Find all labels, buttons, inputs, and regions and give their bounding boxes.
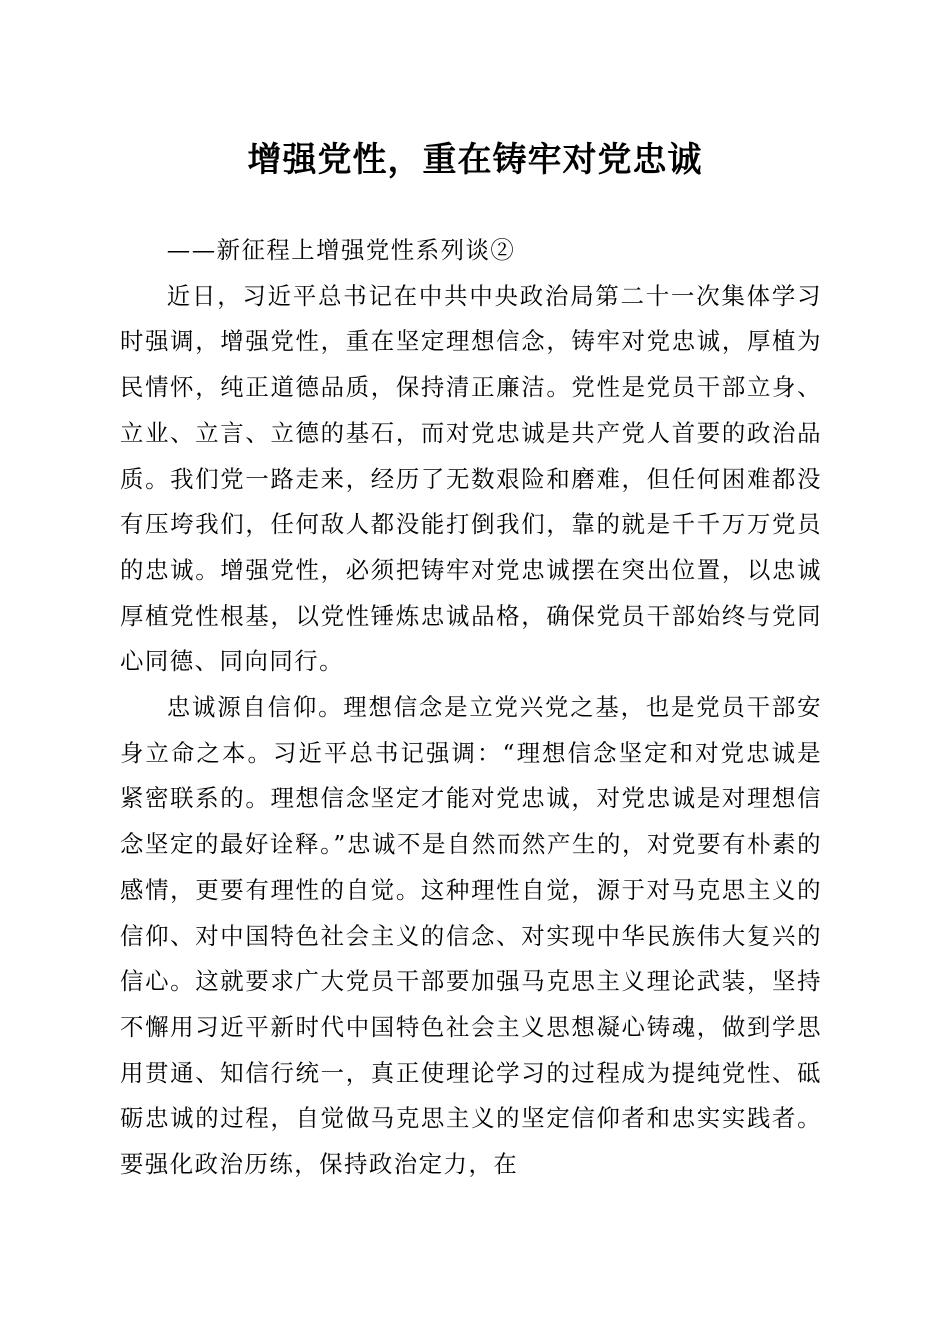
article-subtitle: ——新征程上增强党性系列谈② <box>166 236 516 264</box>
paragraph-1: 近日，习近平总书记在中共中央政治局第二十一次集体学习时强调，增强党性，重在坚定理想信念，铸牢对党忠诚，厚植为民情怀，纯正道德品质，保持清正廉洁。党性是党员干部立身、立业、立言、立德的基石，而对党忠诚是共产党人首要的政治品质。我们党一路走来，经历了无数艰险和磨难，但任何困难都没有压垮我们，任何敌人都没能打倒我们，靠的就是千千万万党员的忠诚。增强党性，必须把铸牢对党忠诚摆在突出位置，以忠诚厚植党性根基，以党性锤炼忠诚品格，确保党员干部始终与党同心同德、同向同行。 <box>120 281 822 676</box>
paragraph-2: 忠诚源自信仰。理想信念是立党兴党之基，也是党员干部安身立命之本。习近平总书记强调：“理想信念坚定和对党忠诚是紧密联系的。理想信念坚定才能对党忠诚，对党忠诚是对理想信念坚定的最好诠释。”忠诚不是自然而然产生的，对党要有朴素的感情，更要有理性的自觉。这种理性自觉，源于对马克思主义的信仰、对中国特色社会主义的信念、对实现中华民族伟大复兴的信心。这就要求广大党员干部要加强马克思主义理论武装，坚持不懈用习近平新时代中国特色社会主义思想凝心铸魂，做到学思用贯通、知信行统一，真正使理论学习的过程成为提纯党性、砥砺忠诚的过程，自觉做马克思主义的坚定信仰者和忠实实践者。要强化政治历练，保持政治定力，在 <box>120 693 822 1179</box>
article-body <box>120 228 822 1188</box>
article-title: 增强党性，重在铸牢对党忠诚 <box>247 140 703 180</box>
